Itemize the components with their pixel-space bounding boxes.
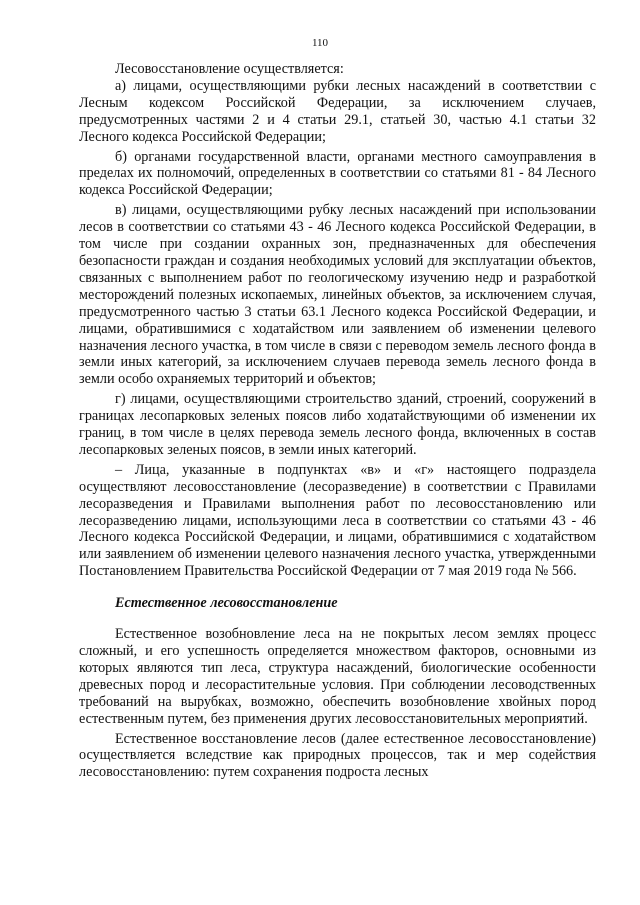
- section-paragraph-1: Естественное возобновление леса на не покрытых лесом землях процесс сложный, и его успешность определяется множеством факторов, основными из которых являются тип леса, структура насаждений, биологические особенности древесных пород и лесорастительные условия. При соблюдении лесоводственных требований на вырубках, возможно, обеспечить возобновление хвойных пород естественным путем, без применения других лесовосстановительных мероприятий.: [79, 626, 596, 727]
- document-body: [79, 61, 596, 781]
- section-heading: Естественное лесовосстановление: [115, 595, 338, 612]
- intro-paragraph: Лесовосстановление осуществляется:: [115, 61, 344, 77]
- section-paragraph-2: Естественное восстановление лесов (далее естественное лесовосстановление) осуществляется вследствие как природных процессов, так и мер содействия лесовосстановлению: путем сохранения подроста лесных: [79, 730, 596, 781]
- list-item-a: а) лицами, осуществляющими рубки лесных насаждений в соответствии с Лесным кодексом Российской Федерации, за исключением случаев, предусмотренных частями 2 и 4 статьи 29.1, статьей 30, частью 4.1 статьи 32 Лесного кодекса Российской Федерации;: [79, 77, 596, 145]
- list-item-v: в) лицами, осуществляющими рубку лесных насаждений при использовании лесов в соответствии со статьями 43 - 46 Лесного кодекса Российской Федерации, в том числе при создании охранных зон, предназначенных для обеспечения безопасности граждан и создания необходимых условий для эксплуатации объектов, связанных с выполнением работ по геологическому изучению недр и разработкой месторождений полезных ископаемых, линейных объектов, за исключением случая, предусмотренного частью 3 статьи 63.1 Лесного кодекса Российской Федерации, и лицами, обратившимися с ходатайством или заявлением об изменении целевого назначения лесного участка, в том числе в связи с переводом земель лесного фонда в земли иных категорий, за исключением случаев перевода земель лесного фонда в земли особо охраняемых территорий и объектов;: [79, 202, 596, 388]
- note-paragraph: – Лица, указанные в подпунктах «в» и «г» настоящего подраздела осуществляют лесовосстановление (лесоразведение) в соответствии с Правилами лесоразведения и Правилами выполнения работ по лесовосстановлению или лесоразведению лицами, использующими леса в соответствии со статьями 43 - 46 Лесного кодекса Российской Федерации, и лицами, обратившимися с ходатайством или заявлением об изменении целевого назначения лесного участка, утвержденными Постановлением Правительства Российской Федерации от 7 мая 2019 года № 566.: [79, 461, 596, 580]
- list-item-g: г) лицами, осуществляющими строительство зданий, строений, сооружений в границах лесопарковых зеленых поясов либо ходатайствующими об изменении их границ, в том числе в целях перевода земель лесного фонда, включенных в состав лесопарковых зеленых поясов, в земли иных категорий.: [79, 391, 596, 458]
- list-item-b: б) органами государственной власти, органами местного самоуправления в пределах их полномочий, определенных в соответствии со статьями 81 - 84 Лесного кодекса Российской Федерации;: [79, 148, 596, 199]
- page-number: 110: [311, 37, 329, 49]
